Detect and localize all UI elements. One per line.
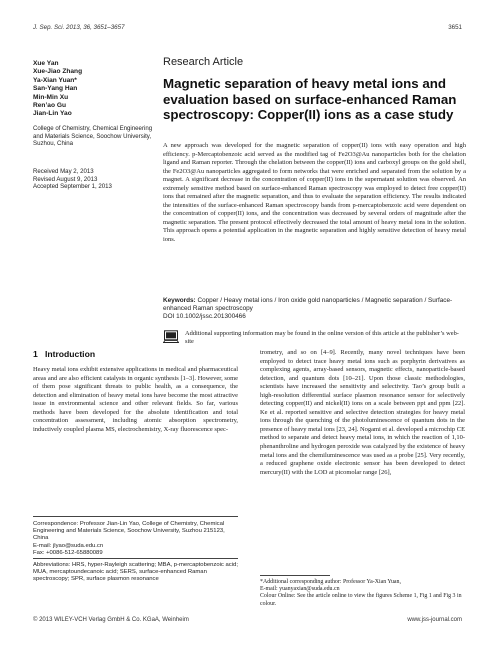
article-dates bbox=[33, 168, 158, 191]
footnotes bbox=[260, 579, 465, 608]
abstract: A new approach was developed for the magnetic separation of copper(II) ions with easy operation and high efficiency. p-Mercaptobenzoic acid served as the modified tag of Fe2O3@Au nanoparticles both for the chelation ligand and Raman reporter. Through the chelation between the copper(II) ions and carboxyl groups on the gold shell, the Fe2O3@Au nanoparticles aggregated to form networks that were enriched and separated from the solution by a magnet. A significant decrease in the concentration of copper(II) ions in the supernatant solution was observed. An extremely sensitive method based on surface-enhanced Raman spectroscopy was employed to detect free copper(II) ions that remained after the magnetic separation, and thus to evaluate the separation efficiency. The results indicated the intensities of the surface-enhanced Raman spectroscopy bands from p-mercaptobenzoic acid were dependent on the concentration of copper(II) ions, and the concentration was decreased by several orders of magnitude after the magnetic separation. The present protocol effectively decreased the total amount of heavy metal ions in the solution. This approach opens a potential application in the magnetic separation and highly sensitive detection of heavy metal ions. bbox=[163, 142, 466, 244]
correspondence-fax: Fax: +0086-512-65880089 bbox=[33, 549, 103, 556]
affiliation: College of Chemistry, Chemical Engineering and Materials Science, Soochow University, Suzhou, China bbox=[33, 125, 153, 148]
section-heading bbox=[33, 349, 95, 359]
footnote-corresponding-author: *Additional corresponding author: Professor Ya-Xian Yuan, bbox=[260, 579, 401, 585]
supporting-information-note: Additional supporting information may be found in the online version of this article at the publisher’s web-site bbox=[185, 330, 459, 346]
keywords-text: Copper / Heavy metal ions / Iron oxide gold nanoparticles / Magnetic separation / Surface-enhanced Raman spectroscopy bbox=[163, 297, 453, 313]
journal-reference: J. Sep. Sci. 2013, 36, 3651–3657 bbox=[33, 24, 125, 31]
page-number: 3651 bbox=[448, 24, 462, 31]
received-date: Received May 2, 2013 bbox=[33, 168, 94, 175]
keywords-block bbox=[163, 297, 466, 322]
abbreviations: Abbreviations: HRS, hyper-Rayleigh scattering; MBA, p-mercaptobenzoic acid; MUA, mercaptoundecanoic acid; SERS, surface-enhanced Raman spectroscopy; SPR, surface plasmon resonance bbox=[33, 562, 238, 583]
intro-text-left: Heavy metal ions exhibit extensive applications in medical and pharmaceutical areas and are also efficient catalysts in organic synthesis [1–3]. However, some of them pose significant threats to public health, as a consequence, the detection and elimination of heavy metal ions have become the most attractive issue in environmental science and other relevant fields. So far, various methods have been developed for the absolute identification and total concentration assessment, including atomic absorption spectrometry, inductively coupled plasma MS, electrochemistry, X-ray fluorescence spec- bbox=[33, 366, 238, 433]
keywords-label: Keywords: bbox=[163, 297, 196, 304]
author-name: Ren’ao Gu bbox=[33, 102, 66, 110]
doi: DOI 10.1002/jssc.201300466 bbox=[163, 313, 246, 321]
author-name: Xue-Jiao Zhang bbox=[33, 68, 83, 76]
footnote-email: E-mail: yuanyaxian@suda.edu.cn bbox=[260, 586, 340, 593]
author-list bbox=[33, 60, 153, 119]
author-name: Min-Min Xu bbox=[33, 93, 69, 101]
author-name: Xue Yan bbox=[33, 60, 59, 67]
author-name: Jian-Lin Yao bbox=[33, 110, 72, 118]
article-type: Research Article bbox=[163, 56, 244, 68]
correspondence-email: E-mail: jlyao@suda.edu.cn bbox=[33, 542, 104, 549]
journal-website: www.jss-journal.com bbox=[407, 617, 462, 623]
author-name: Ya-Xian Yuan* bbox=[33, 76, 77, 84]
accepted-date: Accepted September 1, 2013 bbox=[33, 183, 112, 191]
intro-text-right: trometry, and so on [4–9]. Recently, many novel techniques have been employed to detect trace heavy metal ions such as porphyrin derivatives as complexing agents, array-based sensors, magnetic effects, nanoparticle-based detection, and quantum dots [10–21]. Upon those classic methodologies, scientists have increased the sensitivity and selectivity. Tao’s group built a high-resolution differential surface plasmon resonance sensor for selectively detecting copper(II) and nickel(II) ions on a scale between ppt and ppm [22]. Ke et al. reported sensitive and selective detection strategies for heavy metal ions through the quenching of the photoluminescence of quantum dots in the presence of heavy metal ions [23, 24]. Nogami et al. developed a microchip CE method to separate and detect heavy metal ions, in which the reaction of 1,10-phenanthroline and hydrogen peroxide was catalyzed by the existence of heavy metal ions and the chemiluminescence was used as a probe [25]. Very recently, a reduced graphene oxide electronic sensor has been developed to detect mercury(II) with the LOD at picomolar range [26], bbox=[260, 349, 465, 476]
correspondence-address: Correspondence: Professor Jian-Lin Yao, College of Chemistry, Chemical Engineering and Materials Science, Soochow University, Suzhou 215123, China bbox=[33, 521, 225, 542]
copyright-notice: © 2013 WILEY-VCH Verlag GmbH & Co. KGaA, Weinheim bbox=[33, 617, 189, 623]
footnote-divider bbox=[260, 575, 330, 576]
revised-date: Revised August 9, 2013 bbox=[33, 175, 98, 183]
article-title: Magnetic separation of heavy metal ions and evaluation based on surface-enhanced Raman spectroscopy: Copper(II) ions as a case study bbox=[163, 76, 457, 123]
section-number: 1 bbox=[33, 349, 38, 359]
computer-icon bbox=[163, 330, 179, 344]
footnote-colour-online: Colour Online: See the article online to view the figures Scheme 1, Fig 1 and Fig 3 in colour. bbox=[260, 593, 462, 607]
section-title: Introduction bbox=[44, 349, 96, 359]
author-name: San-Yang Han bbox=[33, 85, 78, 93]
correspondence-block bbox=[33, 521, 238, 557]
correspondence-divider bbox=[33, 516, 238, 517]
abbreviations-divider bbox=[33, 558, 238, 559]
